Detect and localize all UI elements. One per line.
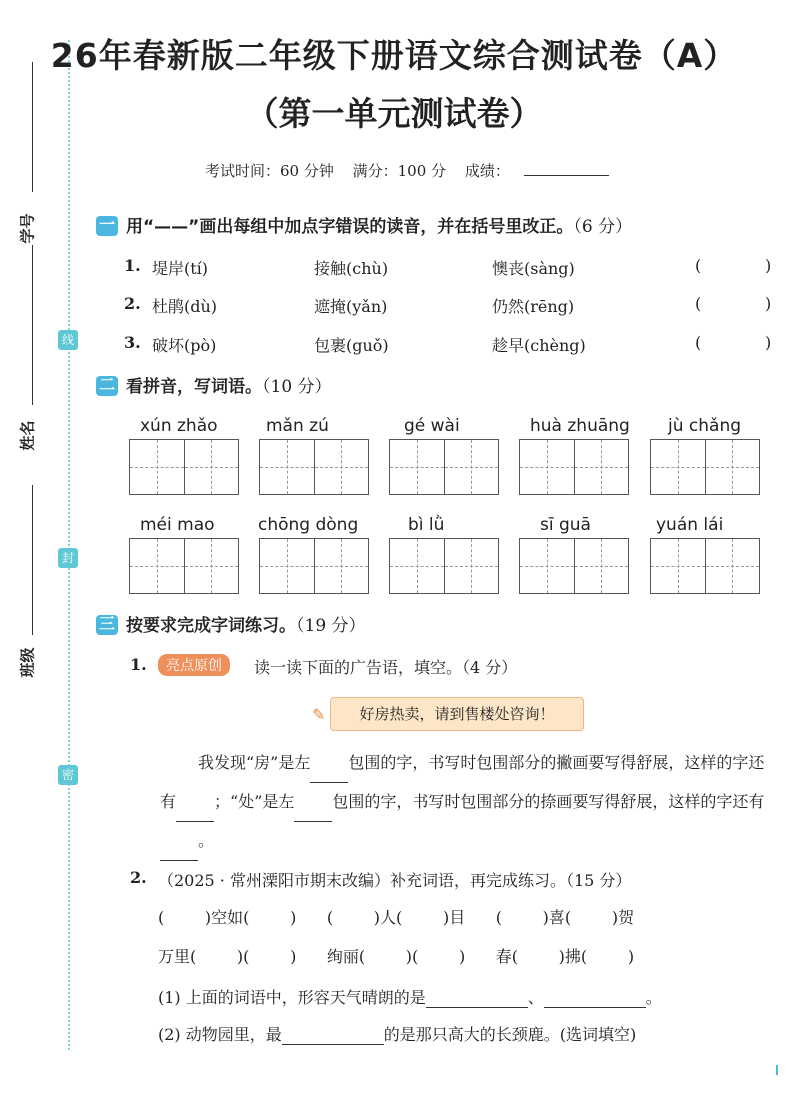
para-text-b: 包围的字，书写时包围部分的撇画要写得舒 xyxy=(348,753,653,772)
section2-title-text: 看拼音，写词语。 xyxy=(126,377,262,397)
score-label: 成绩： xyxy=(464,162,510,180)
pinyin-1: xún zhǎo xyxy=(140,416,218,436)
s3-q2-text: （2025 · 常州溧阳市期末改编）补充词语，再完成练习。（15 分） xyxy=(158,871,632,890)
s1-row3-num: 3. xyxy=(124,333,141,352)
blank-3[interactable] xyxy=(294,783,332,822)
writing-grid-4[interactable] xyxy=(519,439,629,495)
pinyin-5: jù chǎng xyxy=(668,416,742,436)
s1-row2-word3: 仍然(rēng) xyxy=(492,297,575,316)
section2-title xyxy=(126,372,332,397)
sub2-blank[interactable] xyxy=(282,1025,384,1045)
section1-title-text: 用“——”画出每组中加点字错误的读音，并在括号里改正。 xyxy=(126,217,574,237)
section2-badge: 二 xyxy=(96,376,118,396)
s3-q1-num: 1. xyxy=(130,655,147,674)
writing-grid-5[interactable] xyxy=(650,439,760,495)
s1-row2-answer-close: ) xyxy=(765,294,772,313)
section1-badge: 一 xyxy=(96,216,118,236)
s3-q1-text: 读一读下面的广告语，填空。（4 分） xyxy=(254,658,518,677)
binding-line-mid1 xyxy=(32,245,33,405)
s3-q2-num: 2. xyxy=(130,868,147,887)
sub1-text-b: 、 xyxy=(527,988,544,1007)
s3-q2-sub2 xyxy=(158,1022,636,1045)
s1-row2-word2: 遮掩(yǎn) xyxy=(314,297,388,316)
exam-time: 考试时间：60 分钟 xyxy=(205,162,334,180)
para-text-e: 包围的字，书写时包围部分的捺 xyxy=(332,792,557,811)
s1-row3-answer-close: ) xyxy=(765,333,772,352)
section3-title-text: 按要求完成字词练习。 xyxy=(126,616,296,636)
writing-grid-2[interactable] xyxy=(259,439,369,495)
s1-row1-word3: 懊丧(sàng) xyxy=(492,259,575,278)
class-label: 班级 xyxy=(18,647,37,678)
writing-grid-10[interactable] xyxy=(650,538,760,594)
student-id-label: 学号 xyxy=(18,213,37,244)
full-score: 满分：100 分 xyxy=(352,162,447,180)
seal-dotted-line xyxy=(68,40,70,1050)
writing-grid-3[interactable] xyxy=(389,439,499,495)
section2-points: （10 分） xyxy=(262,377,332,397)
section1-points: （6 分） xyxy=(573,217,633,237)
s1-row2-answer[interactable]: ( xyxy=(695,294,702,313)
writing-grid-7[interactable] xyxy=(259,538,369,594)
pinyin-10: yuán lái xyxy=(656,515,724,535)
writing-grid-6[interactable] xyxy=(129,538,239,594)
pinyin-4: huà zhuāng xyxy=(530,416,630,436)
s1-row2-num: 2. xyxy=(124,294,141,313)
seal-mark-seal: 封 xyxy=(58,548,78,568)
para-text-d: ；“处”是左 xyxy=(214,792,295,811)
s1-row3-word1: 破坏(pò) xyxy=(152,336,217,355)
s1-row3-word2: 包裹(guǒ) xyxy=(314,336,389,355)
pinyin-7: chōng dòng xyxy=(258,515,359,535)
sub1-text-a: (1) 上面的词语中，形容天气晴朗的是 xyxy=(158,988,426,1007)
blank-2[interactable] xyxy=(176,783,214,822)
s1-row1-answer[interactable]: ( xyxy=(695,256,702,275)
ad-banner: 好房热卖，请到售楼处咨询！ xyxy=(330,697,584,731)
pinyin-8: bì lǜ xyxy=(408,515,445,535)
sub2-text-b: 的是那只高大的长颈鹿。(选词填空) xyxy=(383,1025,637,1044)
sub1-blank-1[interactable] xyxy=(426,988,528,1008)
score-blank[interactable] xyxy=(524,175,609,176)
s3-q2-idioms-row1[interactable]: ( )空如( ) ( )人( )目 ( )喜( )贺 xyxy=(158,908,635,927)
s3-q2-sub1 xyxy=(158,985,662,1008)
s1-row1-word2: 接触(chù) xyxy=(314,259,389,278)
binding-line-mid2 xyxy=(32,485,33,635)
writing-grid-8[interactable] xyxy=(389,538,499,594)
pen-icon: ✎ xyxy=(312,705,326,724)
para-text-c: 展，这样的字还有 xyxy=(160,753,765,811)
s1-row3-answer[interactable]: ( xyxy=(695,333,702,352)
s1-row2-word1: 杜鹃(dù) xyxy=(152,297,218,316)
writing-grid-9[interactable] xyxy=(519,538,629,594)
pinyin-9: sī guā xyxy=(540,515,591,535)
section1-title xyxy=(126,212,632,237)
s1-row1-num: 1. xyxy=(124,256,141,275)
s1-row1-answer-close: ) xyxy=(765,256,772,275)
name-label: 姓名 xyxy=(18,420,37,451)
writing-grid-1[interactable] xyxy=(129,439,239,495)
blank-1[interactable] xyxy=(310,744,348,783)
s1-row1-word1: 堤岸(tí) xyxy=(152,259,209,278)
page-subtitle: （第一单元测试卷） xyxy=(245,94,543,133)
s3-q2-idioms-row2[interactable]: 万里( )( ) 绚丽( )( ) 春( )拂( ) xyxy=(158,947,635,966)
seal-mark-secret: 密 xyxy=(58,765,78,785)
seal-mark-line: 线 xyxy=(58,330,78,350)
sub2-text-a: (2) 动物园里，最 xyxy=(158,1025,282,1044)
section3-badge: 三 xyxy=(96,615,118,635)
s1-row3-word3: 趁早(chèng) xyxy=(492,336,586,355)
s3-q1-paragraph xyxy=(160,744,780,861)
exam-meta xyxy=(205,160,609,181)
page-title: 26年春新版二年级下册语文综合测试卷（A） xyxy=(50,36,738,75)
section3-points: （19 分） xyxy=(296,616,366,636)
para-text-f: 画要写得舒展，这样的字还有 xyxy=(556,792,765,811)
pinyin-3: gé wài xyxy=(404,416,460,436)
para-text-a: 我发现“房”是左 xyxy=(198,753,311,772)
highlight-original-tag: 亮点原创 xyxy=(158,654,230,676)
pinyin-6: méi mao xyxy=(140,515,215,535)
blank-4[interactable] xyxy=(160,822,198,861)
pinyin-2: mǎn zú xyxy=(266,416,329,436)
section3-title xyxy=(126,611,366,636)
sub1-blank-2[interactable] xyxy=(544,988,646,1008)
sub1-text-c: 。 xyxy=(645,988,662,1007)
page-edge-mark xyxy=(776,1065,778,1075)
para-text-g: 。 xyxy=(198,831,215,850)
